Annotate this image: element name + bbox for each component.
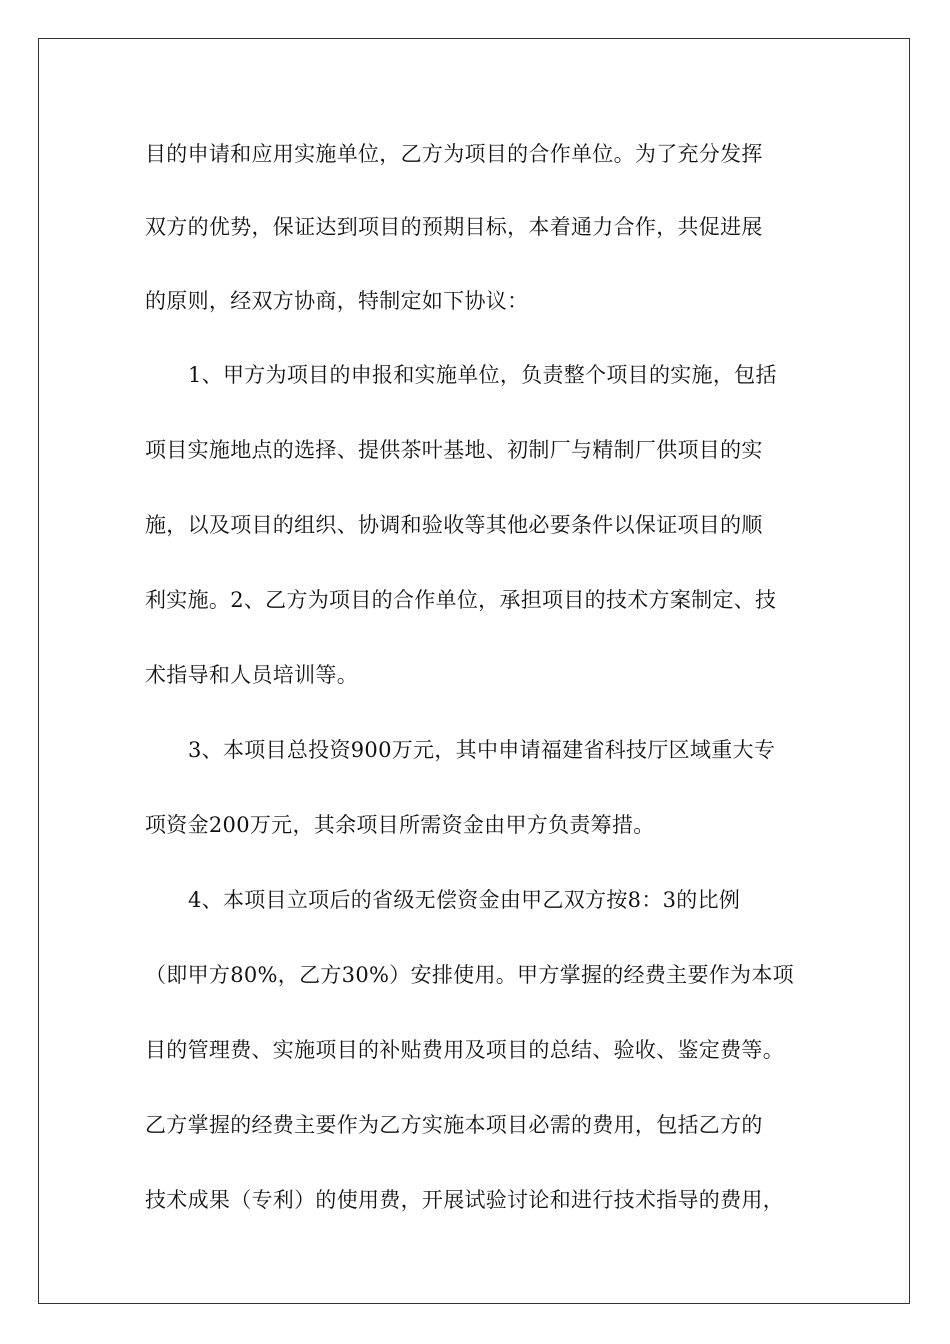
text-line: 项目实施地点的选择、提供茶叶基地、初制厂与精制厂供项目的实: [145, 438, 763, 462]
text-line: 双方的优势，保证达到项目的预期目标，本着通力合作，共促进展: [145, 215, 763, 239]
text-line: 术指导和人员培训等。: [145, 663, 358, 687]
text-line: 利实施。2、乙方为项目的合作单位，承担项目的技术方案制定、技: [145, 588, 777, 612]
text-line: 技术成果（专利）的使用费，开展试验讨论和进行技术指导的费用，: [145, 1188, 784, 1212]
paragraph-1-start: 1、甲方为项目的申报和实施单位，负责整个项目的实施，包括: [188, 363, 777, 387]
text-line: 的原则，经双方协商，特制定如下协议：: [145, 289, 529, 313]
text-line: 目的申请和应用实施单位，乙方为项目的合作单位。为了充分发挥: [145, 142, 763, 166]
text-line: 项资金200万元，其余项目所需资金由甲方负责筹措。: [145, 813, 655, 837]
text-line: 施，以及项目的组织、协调和验收等其他必要条件以保证项目的顺: [145, 513, 763, 537]
text-line: 乙方掌握的经费主要作为乙方实施本项目必需的费用，包括乙方的: [145, 1113, 763, 1137]
paragraph-3-start: 3、本项目总投资900万元，其中申请福建省科技厅区域重大专: [188, 738, 776, 762]
text-line: （即甲方80%，乙方30%）安排使用。甲方掌握的经费主要作为本项: [145, 963, 794, 987]
paragraph-4-start: 4、本项目立项后的省级无偿资金由甲乙双方按8：3的比例: [188, 888, 741, 912]
text-line: 目的管理费、实施项目的补贴费用及项目的总结、验收、鉴定费等。: [145, 1038, 784, 1062]
